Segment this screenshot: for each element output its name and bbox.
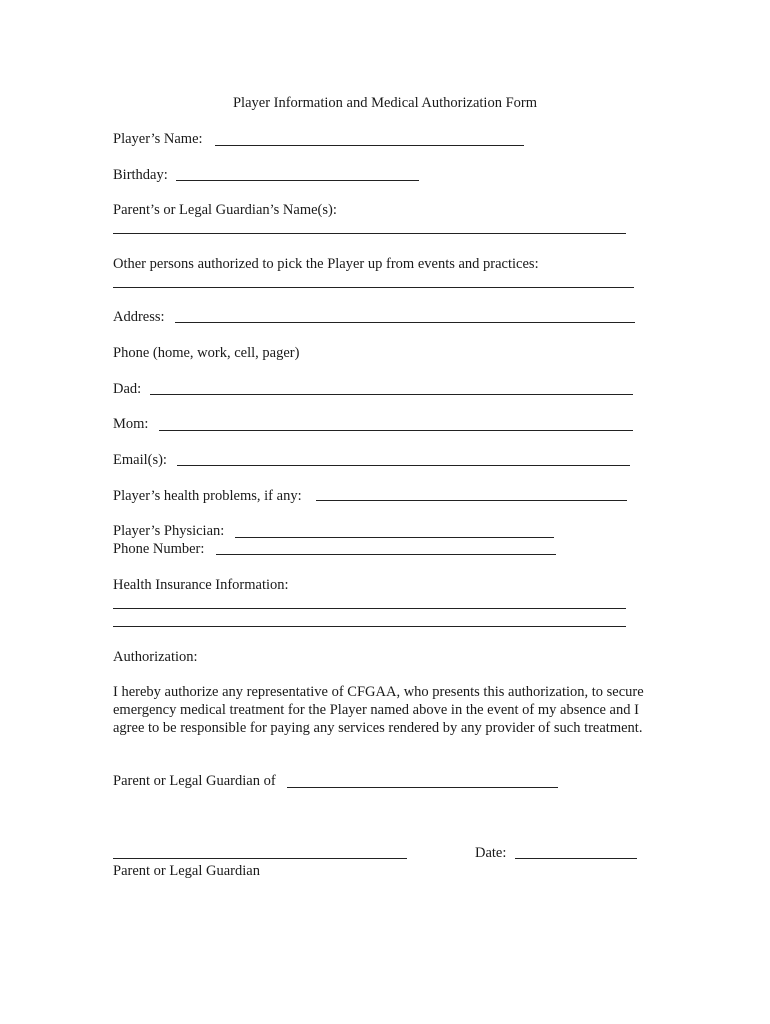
player-name-label: Player’s Name:: [113, 131, 203, 147]
address-label: Address:: [113, 309, 165, 325]
guardian-of-field[interactable]: [287, 787, 558, 788]
mom-phone-field[interactable]: [159, 430, 633, 431]
birthday-field[interactable]: [176, 180, 419, 181]
address-field[interactable]: [175, 322, 635, 323]
phone-heading: Phone (home, work, cell, pager): [113, 345, 300, 361]
authorization-paragraph: I hereby authorize any representative of CFGAA, who presents this authorization, to secure emergency medical treatment for the Player named above in the event of my absence and I agree to be responsible for paying any services rendered by any provider of such treatment.: [113, 684, 644, 736]
birthday-label: Birthday:: [113, 167, 168, 183]
guardian-signature-field[interactable]: [113, 858, 407, 859]
signature-caption: Parent or Legal Guardian: [113, 863, 260, 879]
physician-phone-field[interactable]: [216, 554, 556, 555]
guardian-names-field[interactable]: [113, 233, 626, 234]
health-problems-label: Player’s health problems, if any:: [113, 488, 302, 504]
dad-label: Dad:: [113, 381, 142, 397]
emails-field[interactable]: [177, 465, 630, 466]
physician-field[interactable]: [235, 537, 554, 538]
physician-phone-label: Phone Number:: [113, 541, 205, 557]
form-title: Player Information and Medical Authorization Form: [232, 95, 538, 111]
health-insurance-label: Health Insurance Information:: [113, 577, 289, 593]
health-problems-field[interactable]: [316, 500, 627, 501]
guardian-names-label: Parent’s or Legal Guardian’s Name(s):: [113, 202, 337, 218]
health-insurance-field-2[interactable]: [113, 626, 626, 627]
other-persons-field[interactable]: [113, 287, 634, 288]
date-label: Date:: [475, 845, 507, 861]
emails-label: Email(s):: [113, 452, 167, 468]
date-field[interactable]: [515, 858, 637, 859]
authorization-heading: Authorization:: [113, 649, 198, 665]
player-name-field[interactable]: [215, 145, 524, 146]
physician-label: Player’s Physician:: [113, 523, 225, 539]
health-insurance-field-1[interactable]: [113, 608, 626, 609]
mom-label: Mom:: [113, 416, 149, 432]
guardian-of-label: Parent or Legal Guardian of: [113, 773, 276, 789]
other-persons-label: Other persons authorized to pick the Player up from events and practices:: [113, 256, 539, 272]
dad-phone-field[interactable]: [150, 394, 633, 395]
